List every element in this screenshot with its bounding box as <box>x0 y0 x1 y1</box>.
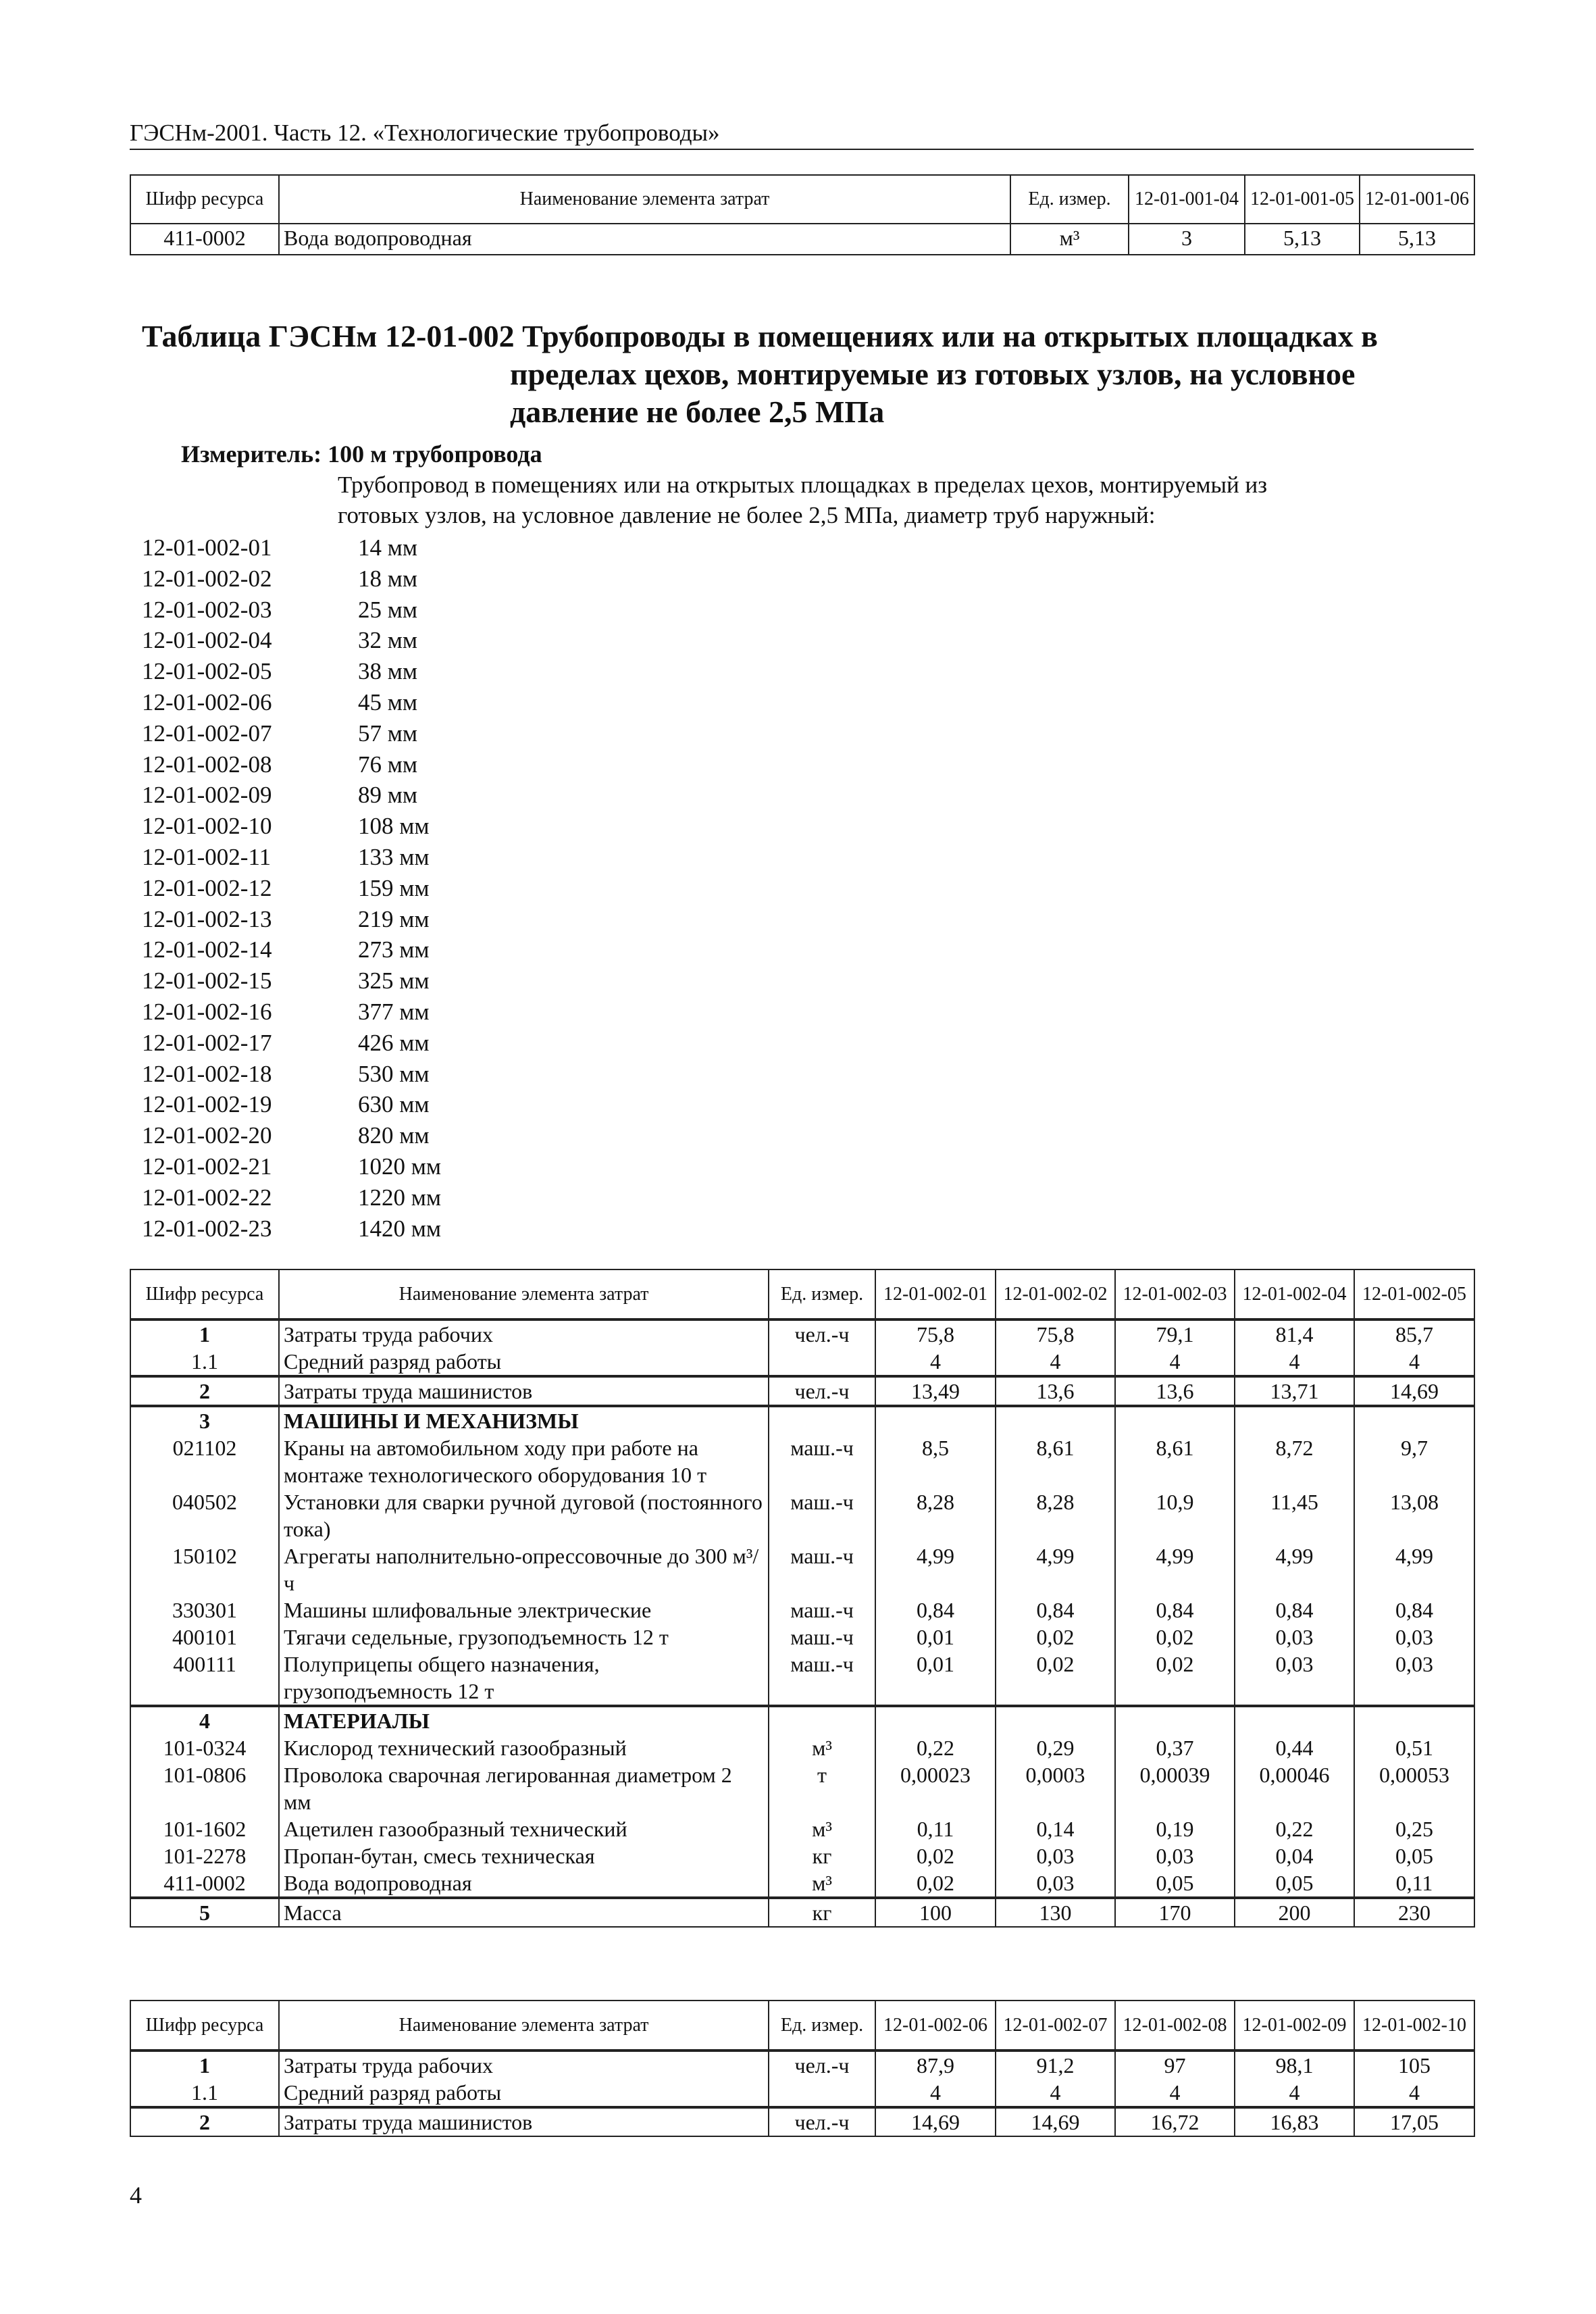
table-row <box>130 1651 1474 1706</box>
table-row <box>130 1348 1474 1376</box>
th-name: Наименование элемента затрат <box>279 2001 769 2051</box>
cell-value: 8,61 <box>996 1434 1115 1488</box>
cell-unit <box>769 2079 875 2107</box>
code-diameter: 14 мм <box>358 534 418 561</box>
code-id: 12-01-002-12 <box>142 874 272 901</box>
th-col: 12-01-002-04 <box>1235 1269 1354 1319</box>
cell-name: Машины шлифовальные электрические <box>279 1596 769 1624</box>
cell-name: Полуприцепы общего назначения, грузоподъемность 12 т <box>279 1651 769 1706</box>
cell-unit: кг <box>769 1898 875 1927</box>
code-id: 12-01-002-13 <box>142 905 272 932</box>
title-line: пределах цехов, монтируемые из готовых узлов, на условное <box>510 357 1356 391</box>
cell-value: 5,13 <box>1360 224 1474 255</box>
code-list-item <box>142 842 441 873</box>
cell-name: Масса <box>279 1898 769 1927</box>
code-list-item <box>142 934 441 965</box>
th-code: Шифр ресурса <box>130 175 279 224</box>
cell-name: Установки для сварки ручной дуговой (постоянного тока) <box>279 1488 769 1542</box>
description-line: готовых узлов, на условное давление не более 2,5 МПа, диаметр труб наружный: <box>338 502 1156 528</box>
code-diameter: 630 мм <box>358 1091 430 1118</box>
code-diameter: 159 мм <box>358 874 430 901</box>
th-col: 12-01-002-10 <box>1354 2001 1474 2051</box>
cell-value: 0,01 <box>875 1651 996 1706</box>
cell-value: 0,03 <box>1235 1624 1354 1651</box>
cell-name: Вода водопроводная <box>279 224 1010 255</box>
code-diameter: 1220 мм <box>358 1184 442 1211</box>
description-line: Трубопровод в помещениях или на открытых площадках в пределах цехов, монтируемый из <box>338 472 1268 498</box>
code-id: 12-01-002-19 <box>142 1091 272 1118</box>
table-row <box>130 1706 1474 1734</box>
table-row <box>130 1898 1474 1927</box>
code-list-item <box>142 595 441 626</box>
cell-value: 3 <box>1129 224 1245 255</box>
cell-code: 1.1 <box>130 2079 279 2107</box>
cell-unit: чел.-ч <box>769 1376 875 1406</box>
cell-value: 0,84 <box>996 1596 1115 1624</box>
cell-value: 4 <box>1235 1348 1354 1376</box>
cell-code: 400111 <box>130 1651 279 1706</box>
th-col: 12-01-002-08 <box>1115 2001 1235 2051</box>
cell-value: 0,84 <box>1115 1596 1235 1624</box>
cell-value: 0,22 <box>875 1734 996 1761</box>
cell-value: 0,00023 <box>875 1761 996 1815</box>
cell-value: 81,4 <box>1235 1319 1354 1348</box>
cell-code: 2 <box>130 1376 279 1406</box>
code-diameter: 76 мм <box>358 751 418 778</box>
title-line: давление не более 2,5 МПа <box>510 395 885 429</box>
cell-value: 0,22 <box>1235 1815 1354 1842</box>
table-row <box>130 1434 1474 1488</box>
code-list-item <box>142 997 441 1028</box>
cell-name: Ацетилен газообразный технический <box>279 1815 769 1842</box>
code-id: 12-01-002-17 <box>142 1029 272 1056</box>
cell-value: 4 <box>1115 2079 1235 2107</box>
cell-value: 13,6 <box>996 1376 1115 1406</box>
cell-value: 0,02 <box>875 1869 996 1898</box>
description <box>338 470 1445 530</box>
cell-code: 101-0806 <box>130 1761 279 1815</box>
cell-unit: т <box>769 1761 875 1815</box>
cell-code: 411-0002 <box>130 1869 279 1898</box>
th-col: 12-01-002-09 <box>1235 2001 1354 2051</box>
cell-code: 150102 <box>130 1542 279 1596</box>
code-list-item <box>142 656 441 687</box>
code-id: 12-01-002-21 <box>142 1153 272 1180</box>
cell-value <box>1354 1706 1474 1734</box>
cell-unit: м³ <box>769 1869 875 1898</box>
cell-value: 0,84 <box>1354 1596 1474 1624</box>
code-list-item <box>142 718 441 749</box>
code-list-item <box>142 904 441 935</box>
th-col: 12-01-002-05 <box>1354 1269 1474 1319</box>
cell-value: 0,05 <box>1235 1869 1354 1898</box>
code-id: 12-01-002-02 <box>142 565 272 592</box>
cell-value <box>1235 1406 1354 1434</box>
code-id: 12-01-002-09 <box>142 782 272 809</box>
th-unit: Ед. измер. <box>1010 175 1129 224</box>
cell-value: 0,02 <box>1115 1651 1235 1706</box>
cell-value: 0,11 <box>1354 1869 1474 1898</box>
code-diameter: 108 мм <box>358 813 430 840</box>
code-list-item <box>142 625 441 656</box>
cell-value <box>1354 1406 1474 1434</box>
table-row <box>130 1842 1474 1869</box>
code-diameter: 18 мм <box>358 565 418 592</box>
table-row <box>130 1376 1474 1406</box>
cell-value: 75,8 <box>996 1319 1115 1348</box>
th-code: Шифр ресурса <box>130 1269 279 1319</box>
cell-value: 0,03 <box>1354 1624 1474 1651</box>
code-diameter: 25 мм <box>358 596 418 623</box>
code-list-item <box>142 1059 441 1090</box>
cell-value: 13,49 <box>875 1376 996 1406</box>
cell-value: 4,99 <box>1235 1542 1354 1596</box>
code-diameter: 219 мм <box>358 905 430 932</box>
cell-value: 0,00053 <box>1354 1761 1474 1815</box>
running-header: ГЭСНм-2001. Часть 12. «Технологические трубопроводы» <box>130 120 720 146</box>
cell-value: 4,99 <box>875 1542 996 1596</box>
cell-unit: маш.-ч <box>769 1651 875 1706</box>
cell-name: Кислород технический газообразный <box>279 1734 769 1761</box>
code-diameter: 325 мм <box>358 967 430 995</box>
cell-name: Проволока сварочная легированная диаметром 2 мм <box>279 1761 769 1815</box>
cell-value: 105 <box>1354 2051 1474 2079</box>
code-diameter: 530 мм <box>358 1060 430 1087</box>
title-line: Таблица ГЭСНм 12-01-002 Трубопроводы в помещениях или на открытых площадках в <box>142 319 1378 353</box>
cell-name: Тягачи седельные, грузоподъемность 12 т <box>279 1624 769 1651</box>
code-list-item <box>142 873 441 904</box>
cell-code: 101-1602 <box>130 1815 279 1842</box>
cell-value: 16,72 <box>1115 2107 1235 2136</box>
cell-unit: чел.-ч <box>769 2051 875 2079</box>
cell-code: 101-0324 <box>130 1734 279 1761</box>
code-id: 12-01-002-11 <box>142 843 272 870</box>
th-col: 12-01-002-01 <box>875 1269 996 1319</box>
cell-value: 4 <box>875 2079 996 2107</box>
cell-value: 0,0003 <box>996 1761 1115 1815</box>
cell-value: 0,03 <box>1235 1651 1354 1706</box>
cell-value <box>1115 1706 1235 1734</box>
code-id: 12-01-002-08 <box>142 751 272 778</box>
cell-unit <box>769 1706 875 1734</box>
cell-code: 101-2278 <box>130 1842 279 1869</box>
code-list-item <box>142 1213 441 1244</box>
cell-name: Вода водопроводная <box>279 1869 769 1898</box>
cell-value: 0,02 <box>875 1842 996 1869</box>
cell-value: 91,2 <box>996 2051 1115 2079</box>
cell-code: 040502 <box>130 1488 279 1542</box>
cell-value: 9,7 <box>1354 1434 1474 1488</box>
th-col: 12-01-001-05 <box>1245 175 1360 224</box>
cell-value: 4 <box>875 1348 996 1376</box>
cell-code: 1 <box>130 1319 279 1348</box>
code-list-item <box>142 1182 441 1213</box>
cell-code: 2 <box>130 2107 279 2136</box>
th-unit: Ед. измер. <box>769 2001 875 2051</box>
cell-value: 10,9 <box>1115 1488 1235 1542</box>
cell-value: 0,00046 <box>1235 1761 1354 1815</box>
cell-value: 200 <box>1235 1898 1354 1927</box>
cell-value: 79,1 <box>1115 1319 1235 1348</box>
cell-unit: маш.-ч <box>769 1624 875 1651</box>
cell-value: 4 <box>996 2079 1115 2107</box>
cell-value: 0,25 <box>1354 1815 1474 1842</box>
cell-value: 0,51 <box>1354 1734 1474 1761</box>
cell-value: 8,28 <box>996 1488 1115 1542</box>
cell-value: 75,8 <box>875 1319 996 1348</box>
code-id: 12-01-002-22 <box>142 1184 272 1211</box>
code-diameter: 1020 мм <box>358 1153 442 1180</box>
cell-value: 0,14 <box>996 1815 1115 1842</box>
table-row <box>130 1542 1474 1596</box>
th-col: 12-01-002-06 <box>875 2001 996 2051</box>
cell-value: 100 <box>875 1898 996 1927</box>
cell-value <box>875 1406 996 1434</box>
cell-value: 170 <box>1115 1898 1235 1927</box>
code-diameter: 820 мм <box>358 1122 430 1149</box>
code-diameter: 1420 мм <box>358 1215 442 1242</box>
code-diameter: 426 мм <box>358 1029 430 1056</box>
code-list <box>142 532 441 1244</box>
cell-value: 130 <box>996 1898 1115 1927</box>
code-diameter: 273 мм <box>358 936 430 963</box>
cell-value: 11,45 <box>1235 1488 1354 1542</box>
cell-value: 4 <box>1354 2079 1474 2107</box>
cell-name: МАШИНЫ И МЕХАНИЗМЫ <box>279 1406 769 1434</box>
cell-name: Средний разряд работы <box>279 2079 769 2107</box>
th-col: 12-01-001-06 <box>1360 175 1474 224</box>
cell-value: 0,37 <box>1115 1734 1235 1761</box>
code-list-item <box>142 965 441 997</box>
cell-code: 4 <box>130 1706 279 1734</box>
cell-value: 4,99 <box>996 1542 1115 1596</box>
cell-value: 4,99 <box>1354 1542 1474 1596</box>
cell-value: 0,05 <box>1354 1842 1474 1869</box>
code-id: 12-01-002-23 <box>142 1215 272 1242</box>
code-id: 12-01-002-01 <box>142 534 272 561</box>
cell-unit <box>769 1348 875 1376</box>
cell-value: 0,84 <box>875 1596 996 1624</box>
resource-table-2 <box>130 2000 1475 2137</box>
code-list-item <box>142 1089 441 1120</box>
code-list-item <box>142 1151 441 1182</box>
cell-value: 13,71 <box>1235 1376 1354 1406</box>
code-id: 12-01-002-06 <box>142 688 272 715</box>
cell-name: Пропан-бутан, смесь техническая <box>279 1842 769 1869</box>
cell-value: 0,44 <box>1235 1734 1354 1761</box>
cell-name: Затраты труда машинистов <box>279 2107 769 2136</box>
table-row <box>130 1734 1474 1761</box>
code-diameter: 57 мм <box>358 720 418 747</box>
cell-unit: м³ <box>769 1815 875 1842</box>
cell-value: 0,03 <box>1115 1842 1235 1869</box>
cell-value <box>875 1706 996 1734</box>
cell-code: 1.1 <box>130 1348 279 1376</box>
table-row <box>130 2079 1474 2107</box>
cell-value: 0,02 <box>996 1624 1115 1651</box>
cell-code: 021102 <box>130 1434 279 1488</box>
code-diameter: 38 мм <box>358 658 418 685</box>
code-id: 12-01-002-16 <box>142 998 272 1025</box>
code-id: 12-01-002-10 <box>142 813 272 840</box>
cell-value: 0,02 <box>996 1651 1115 1706</box>
cell-value: 4 <box>1235 2079 1354 2107</box>
th-unit: Ед. измер. <box>769 1269 875 1319</box>
code-list-item <box>142 811 441 842</box>
cell-unit: чел.-ч <box>769 1319 875 1348</box>
cell-value: 87,9 <box>875 2051 996 2079</box>
header-rule <box>130 149 1474 150</box>
cell-value: 0,03 <box>1354 1651 1474 1706</box>
cell-name: Затраты труда машинистов <box>279 1376 769 1406</box>
measure-unit: Измеритель: 100 м трубопровода <box>181 441 542 468</box>
th-col: 12-01-002-02 <box>996 1269 1115 1319</box>
table-row <box>130 1488 1474 1542</box>
cell-code: 3 <box>130 1406 279 1434</box>
table-row <box>130 1869 1474 1898</box>
code-list-item <box>142 1028 441 1059</box>
cell-value: 0,02 <box>1115 1624 1235 1651</box>
cell-value: 14,69 <box>996 2107 1115 2136</box>
cell-value: 0,03 <box>996 1842 1115 1869</box>
cell-value: 0,84 <box>1235 1596 1354 1624</box>
code-diameter: 89 мм <box>358 782 418 809</box>
code-list-item <box>142 532 441 563</box>
code-list-item <box>142 687 441 718</box>
code-diameter: 45 мм <box>358 688 418 715</box>
code-id: 12-01-002-15 <box>142 967 272 995</box>
code-diameter: 377 мм <box>358 998 430 1025</box>
cell-unit: чел.-ч <box>769 2107 875 2136</box>
cell-unit: маш.-ч <box>769 1596 875 1624</box>
code-diameter: 133 мм <box>358 843 430 870</box>
code-list-item <box>142 563 441 595</box>
cell-name: Затраты труда рабочих <box>279 1319 769 1348</box>
table-row <box>130 2051 1474 2079</box>
cell-value: 230 <box>1354 1898 1474 1927</box>
cell-unit: маш.-ч <box>769 1488 875 1542</box>
code-diameter: 32 мм <box>358 627 418 654</box>
cell-value: 85,7 <box>1354 1319 1474 1348</box>
cell-code: 5 <box>130 1898 279 1927</box>
cell-value: 8,28 <box>875 1488 996 1542</box>
cell-value: 0,19 <box>1115 1815 1235 1842</box>
cell-value: 4,99 <box>1115 1542 1235 1596</box>
code-list-item <box>142 749 441 780</box>
cell-value: 13,08 <box>1354 1488 1474 1542</box>
cell-value: 0,01 <box>875 1624 996 1651</box>
table-row <box>130 1596 1474 1624</box>
cell-code: 411-0002 <box>130 224 279 255</box>
cell-value: 0,00039 <box>1115 1761 1235 1815</box>
cell-value: 97 <box>1115 2051 1235 2079</box>
cell-value <box>996 1406 1115 1434</box>
cell-value: 0,29 <box>996 1734 1115 1761</box>
cell-unit: м³ <box>769 1734 875 1761</box>
th-name: Наименование элемента затрат <box>279 1269 769 1319</box>
code-list-item <box>142 1120 441 1151</box>
cell-code: 400101 <box>130 1624 279 1651</box>
cell-name: Агрегаты наполнительно-опрессовочные до 300 м³/ч <box>279 1542 769 1596</box>
cell-name: Затраты труда рабочих <box>279 2051 769 2079</box>
th-name: Наименование элемента затрат <box>279 175 1010 224</box>
th-col: 12-01-001-04 <box>1129 175 1245 224</box>
table-title <box>142 318 1466 431</box>
cell-value: 5,13 <box>1245 224 1360 255</box>
table-header-row <box>130 2001 1474 2051</box>
cell-value: 0,05 <box>1115 1869 1235 1898</box>
top-table <box>130 174 1475 255</box>
cell-value: 14,69 <box>1354 1376 1474 1406</box>
cell-value: 4 <box>996 1348 1115 1376</box>
code-id: 12-01-002-05 <box>142 658 272 685</box>
cell-value <box>1115 1406 1235 1434</box>
cell-value: 0,11 <box>875 1815 996 1842</box>
table-row <box>130 1624 1474 1651</box>
code-list-item <box>142 780 441 811</box>
cell-value: 14,69 <box>875 2107 996 2136</box>
cell-value: 0,04 <box>1235 1842 1354 1869</box>
cell-code: 330301 <box>130 1596 279 1624</box>
cell-value: 98,1 <box>1235 2051 1354 2079</box>
cell-unit: кг <box>769 1842 875 1869</box>
table-header-row <box>130 1269 1474 1319</box>
code-id: 12-01-002-03 <box>142 596 272 623</box>
cell-value: 0,03 <box>996 1869 1115 1898</box>
cell-value: 4 <box>1354 1348 1474 1376</box>
cell-value <box>996 1706 1115 1734</box>
table-row <box>130 1406 1474 1434</box>
resource-table-1 <box>130 1269 1475 1928</box>
cell-value: 8,72 <box>1235 1434 1354 1488</box>
table-row <box>130 1815 1474 1842</box>
table-row <box>130 2107 1474 2136</box>
cell-value: 8,5 <box>875 1434 996 1488</box>
code-id: 12-01-002-20 <box>142 1122 272 1149</box>
cell-value: 13,6 <box>1115 1376 1235 1406</box>
cell-value: 4 <box>1115 1348 1235 1376</box>
cell-name: Краны на автомобильном ходу при работе на монтаже технологического оборудования 10 т <box>279 1434 769 1488</box>
cell-unit: маш.-ч <box>769 1542 875 1596</box>
page-number: 4 <box>130 2182 142 2209</box>
cell-name: Средний разряд работы <box>279 1348 769 1376</box>
cell-unit <box>769 1406 875 1434</box>
code-id: 12-01-002-04 <box>142 627 272 654</box>
th-col: 12-01-002-03 <box>1115 1269 1235 1319</box>
th-col: 12-01-002-07 <box>996 2001 1115 2051</box>
table-row <box>130 1319 1474 1348</box>
code-id: 12-01-002-18 <box>142 1060 272 1087</box>
cell-value: 17,05 <box>1354 2107 1474 2136</box>
cell-value <box>1235 1706 1354 1734</box>
cell-unit: м³ <box>1010 224 1129 255</box>
code-id: 12-01-002-07 <box>142 720 272 747</box>
table-row <box>130 1761 1474 1815</box>
code-id: 12-01-002-14 <box>142 936 272 963</box>
cell-value: 16,83 <box>1235 2107 1354 2136</box>
th-code: Шифр ресурса <box>130 2001 279 2051</box>
cell-unit: маш.-ч <box>769 1434 875 1488</box>
cell-code: 1 <box>130 2051 279 2079</box>
cell-value: 8,61 <box>1115 1434 1235 1488</box>
cell-name: МАТЕРИАЛЫ <box>279 1706 769 1734</box>
